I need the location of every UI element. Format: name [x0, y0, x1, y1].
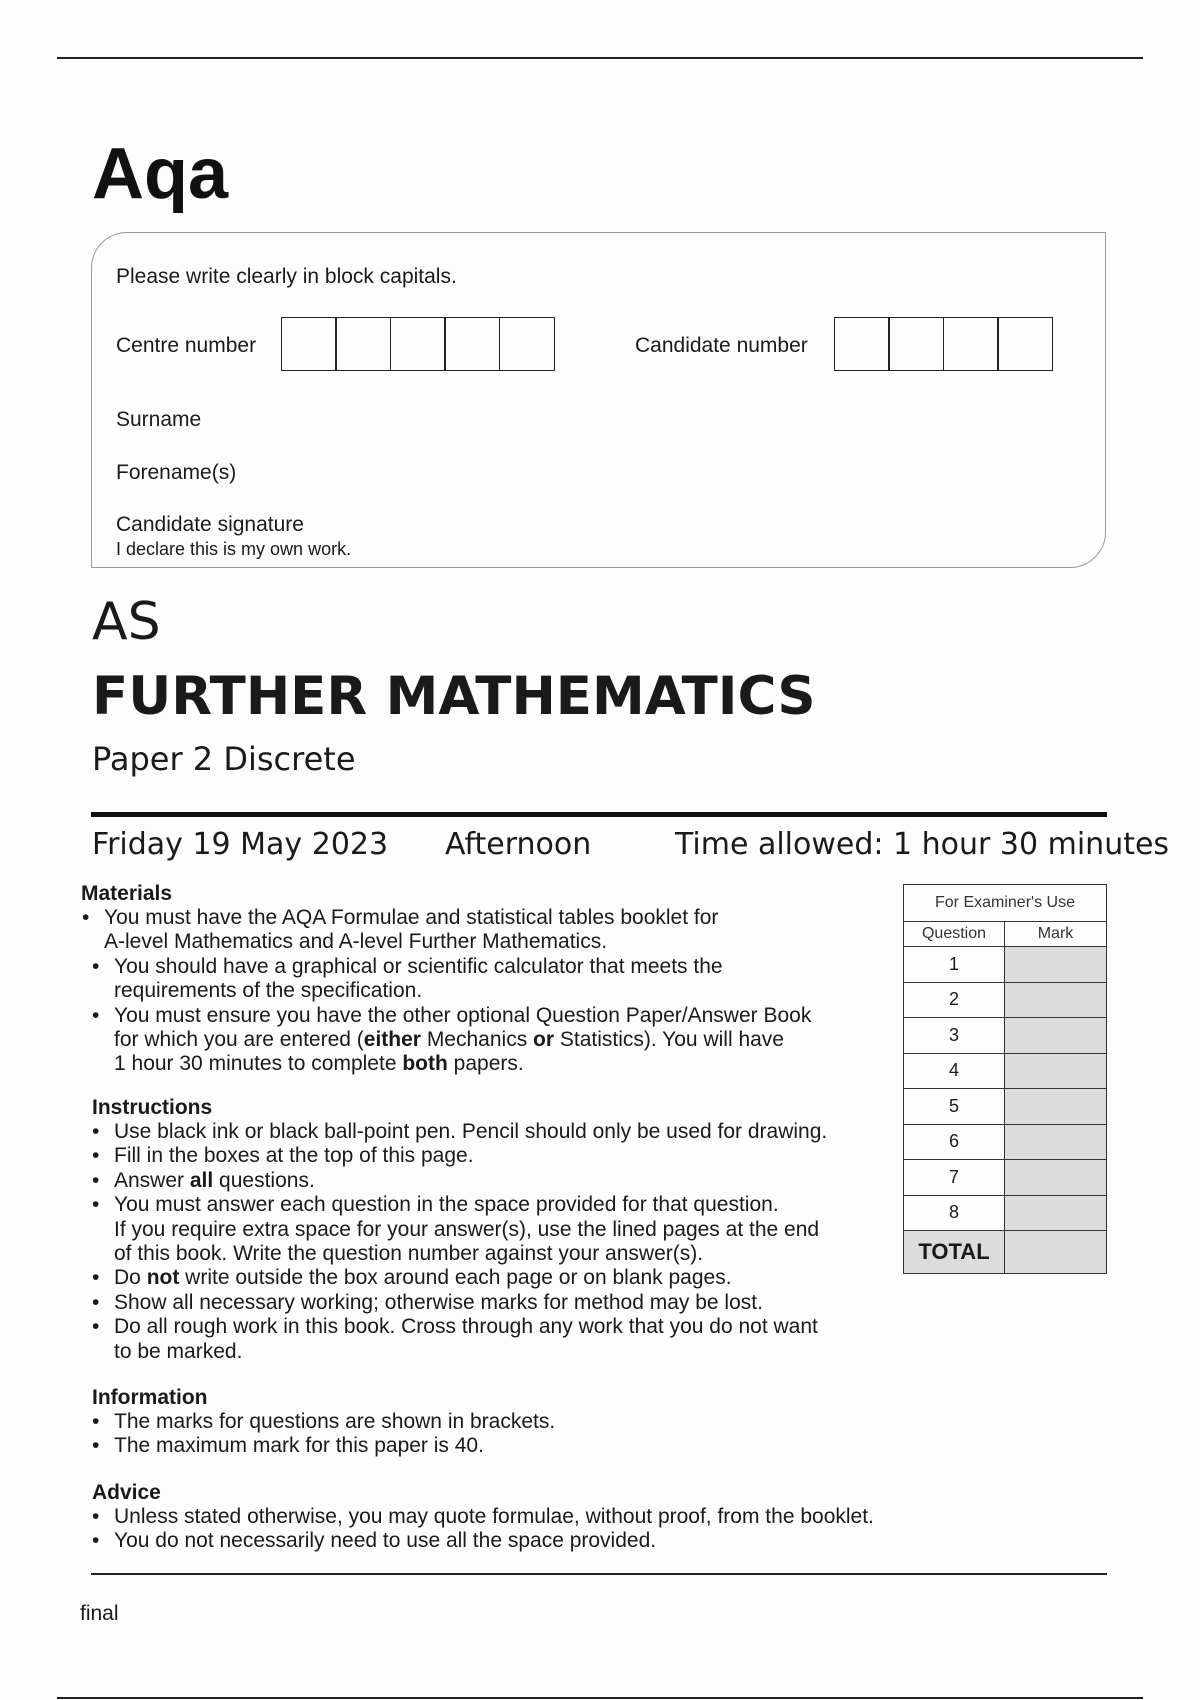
exam-date: Friday 19 May 2023 [92, 827, 389, 862]
question-column-header: Question [904, 922, 1005, 947]
mark-cell[interactable] [1005, 1195, 1107, 1231]
bottom-rule [57, 1697, 1143, 1699]
examiners-use-table [903, 884, 1107, 1274]
subject-title: FURTHER MATHEMATICS [92, 666, 816, 727]
centre-digit-box[interactable] [335, 317, 391, 371]
mark-cell[interactable] [1005, 1053, 1107, 1089]
list-item: • Show all necessary working; otherwise marks for method may be lost. [92, 1291, 912, 1315]
mark-cell[interactable] [1005, 947, 1107, 983]
question-number: 3 [904, 1018, 1005, 1054]
table-row [904, 982, 1107, 1018]
mark-cell[interactable] [1005, 1124, 1107, 1160]
candidate-number-label: Candidate number [635, 334, 808, 357]
materials-list [82, 906, 882, 1077]
question-number: 7 [904, 1160, 1005, 1196]
qualification-level: AS [92, 592, 161, 652]
list-item: • Unless stated otherwise, you may quote formulae, without proof, from the booklet. [92, 1505, 992, 1529]
candidate-digit-box[interactable] [888, 317, 944, 371]
advice-list [92, 1505, 992, 1554]
centre-number-label: Centre number [116, 334, 257, 357]
surname-field[interactable] [260, 402, 1080, 432]
time-allowed: Time allowed: 1 hour 30 minutes [675, 827, 1170, 862]
table-row [904, 1160, 1107, 1196]
question-number: 5 [904, 1089, 1005, 1125]
instructions-list [92, 1120, 912, 1364]
question-number: 6 [904, 1124, 1005, 1160]
forenames-field[interactable] [260, 455, 1080, 485]
list-item: • You must have the AQA Formulae and statistical tables booklet for A-level Mathematics and A-level Further Mathematics. [82, 906, 882, 955]
mark-cell[interactable] [1005, 1089, 1107, 1125]
signature-field[interactable] [330, 505, 1080, 545]
total-label: TOTAL [904, 1231, 1005, 1274]
list-item: • The marks for questions are shown in brackets. [92, 1410, 912, 1434]
list-item: • Fill in the boxes at the top of this page. [92, 1144, 912, 1168]
information-list [92, 1410, 912, 1459]
list-item: • Do not write outside the box around each page or on blank pages. [92, 1266, 912, 1290]
aqa-logo: Aqa [92, 134, 229, 214]
footer-rule [91, 1573, 1107, 1575]
top-rule [57, 57, 1143, 59]
list-item: • You should have a graphical or scientific calculator that meets the requirements of the specification. [92, 955, 882, 1004]
list-item: • The maximum mark for this paper is 40. [92, 1434, 912, 1458]
centre-digit-box[interactable] [444, 317, 500, 371]
question-number: 8 [904, 1195, 1005, 1231]
centre-digit-box[interactable] [499, 317, 555, 371]
declaration-text: I declare this is my own work. [116, 539, 352, 559]
question-number: 1 [904, 947, 1005, 983]
materials-heading: Materials [81, 882, 173, 905]
table-row [904, 1018, 1107, 1054]
candidate-digit-box[interactable] [997, 317, 1053, 371]
total-row [904, 1231, 1107, 1274]
candidate-digit-box[interactable] [834, 317, 890, 371]
candidate-number-boxes [834, 317, 1053, 371]
list-item: • Answer all questions. [92, 1169, 912, 1193]
exam-session: Afternoon [445, 827, 592, 862]
surname-label: Surname [116, 408, 202, 431]
signature-label: Candidate signature [116, 513, 304, 536]
question-number: 4 [904, 1053, 1005, 1089]
table-row [904, 1195, 1107, 1231]
table-row [904, 1053, 1107, 1089]
table-row [904, 1124, 1107, 1160]
table-row [904, 947, 1107, 983]
mark-cell[interactable] [1005, 1160, 1107, 1196]
forenames-label: Forename(s) [116, 461, 237, 484]
mark-column-header: Mark [1005, 922, 1107, 947]
paper-title: Paper 2 Discrete [92, 740, 356, 778]
mark-cell[interactable] [1005, 982, 1107, 1018]
title-rule [91, 812, 1107, 817]
total-mark-cell[interactable] [1005, 1231, 1107, 1274]
list-item: • You must ensure you have the other optional Question Paper/Answer Book for which you are entered (either Mechanics or Statistics). You will have 1 hour 30 minutes to complete both papers. [92, 1004, 882, 1077]
list-item: • You must answer each question in the space provided for that question. If you require extra space for your answer(s), use the lined pages at the end of this book. Write the question number against your answer(s). [92, 1193, 912, 1266]
form-instruction: Please write clearly in block capitals. [116, 265, 457, 288]
advice-heading: Advice [92, 1481, 161, 1504]
examiner-table-title: For Examiner's Use [904, 885, 1107, 922]
information-heading: Information [92, 1386, 208, 1409]
question-number: 2 [904, 982, 1005, 1018]
footer-text: final [80, 1602, 119, 1625]
list-item: • Do all rough work in this book. Cross through any work that you do not want to be marked. [92, 1315, 912, 1364]
instructions-heading: Instructions [92, 1096, 213, 1119]
centre-digit-box[interactable] [281, 317, 337, 371]
mark-cell[interactable] [1005, 1018, 1107, 1054]
centre-number-boxes [281, 317, 555, 371]
centre-digit-box[interactable] [390, 317, 446, 371]
table-row [904, 1089, 1107, 1125]
list-item: • Use black ink or black ball-point pen. Pencil should only be used for drawing. [92, 1120, 912, 1144]
candidate-digit-box[interactable] [943, 317, 999, 371]
list-item: • You do not necessarily need to use all the space provided. [92, 1529, 992, 1553]
